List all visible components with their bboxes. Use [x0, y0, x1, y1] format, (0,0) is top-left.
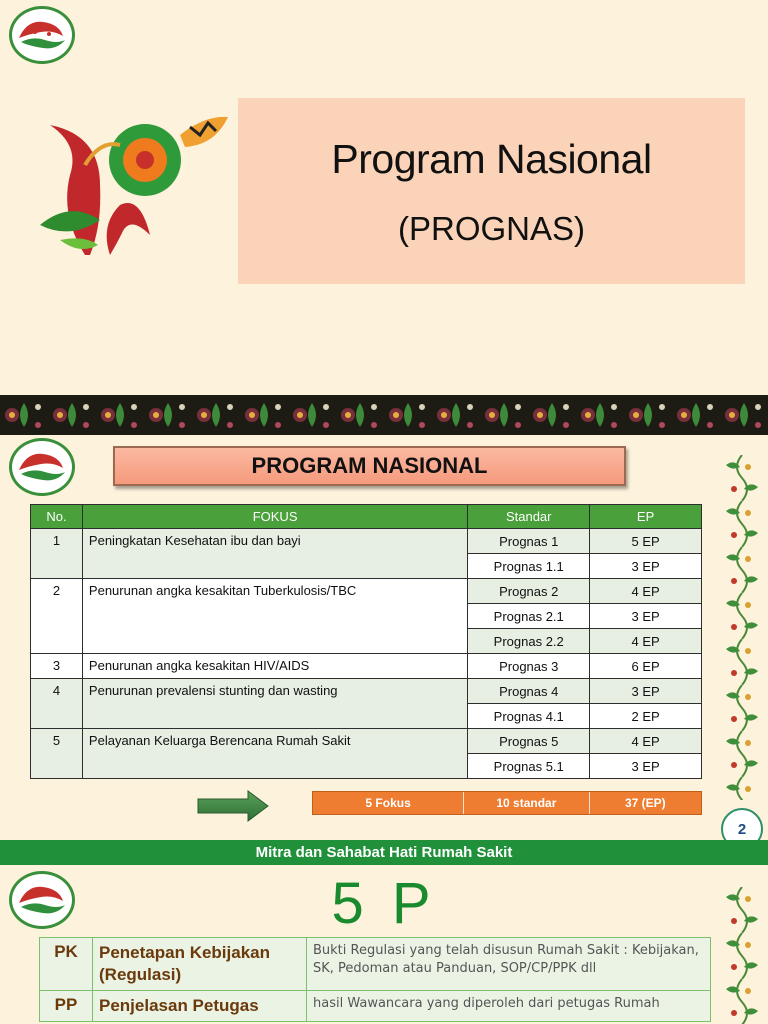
slide-title-text: Program Nasional [331, 136, 652, 182]
row-name: Penetapan Kebijakan (Regulasi) [93, 938, 307, 991]
ep-cell: 3 EP [590, 604, 702, 629]
five-p-table [39, 937, 711, 1022]
standard-cell: Prognas 5.1 [468, 754, 590, 779]
standard-cell: Prognas 1 [468, 529, 590, 554]
ep-cell: 3 EP [590, 754, 702, 779]
focus-cell: Pelayanan Keluarga Berencana Rumah Sakit [82, 729, 467, 779]
summary-fokus: 5 Fokus [313, 792, 464, 814]
batik-border-icon [0, 395, 768, 435]
summary-standar: 10 standar [464, 792, 589, 814]
table-row [40, 938, 711, 991]
table-row [31, 654, 702, 679]
row-number: 4 [31, 679, 83, 729]
table-row [31, 579, 702, 604]
prognas-table [30, 504, 702, 779]
column-header-no: No. [31, 505, 83, 529]
row-number: 2 [31, 579, 83, 654]
focus-cell: Peningkatan Kesehatan ibu dan bayi [82, 529, 467, 579]
row-description: hasil Wawancara yang diperoleh dari petugas Rumah [307, 991, 711, 1022]
standard-cell: Prognas 3 [468, 654, 590, 679]
row-code: PP [40, 991, 93, 1022]
standard-cell: Prognas 2.1 [468, 604, 590, 629]
logo-emblem-icon [9, 438, 75, 496]
table-header-row [31, 505, 702, 529]
slide-title [0, 0, 768, 395]
standard-cell: Prognas 2.2 [468, 629, 590, 654]
table-row [31, 529, 702, 554]
table-row [40, 991, 711, 1022]
section-header: PROGRAM NASIONAL [113, 446, 626, 486]
ep-cell: 5 EP [590, 529, 702, 554]
column-header-standar: Standar [468, 505, 590, 529]
summary-ep: 37 (EP) [590, 792, 701, 814]
standard-cell: Prognas 2 [468, 579, 590, 604]
standard-cell: Prognas 1.1 [468, 554, 590, 579]
row-number: 3 [31, 654, 83, 679]
ep-cell: 4 EP [590, 729, 702, 754]
row-code: PK [40, 938, 93, 991]
focus-cell: Penurunan angka kesakitan Tuberkulosis/TBC [82, 579, 467, 654]
standard-cell: Prognas 4 [468, 679, 590, 704]
five-p-title: 5 P [331, 871, 437, 936]
row-number: 1 [31, 529, 83, 579]
standard-cell: Prognas 4.1 [468, 704, 590, 729]
slide-program-table [0, 435, 768, 840]
column-header-ep: EP [590, 505, 702, 529]
row-description: Bukti Regulasi yang telah disusun Rumah Sakit : Kebijakan, SK, Pedoman atau Panduan, SOP/CP/PPK dll [307, 938, 711, 991]
summary-bar [312, 791, 702, 815]
slide-subtitle-text: (PROGNAS) [397, 210, 585, 247]
ep-cell: 4 EP [590, 579, 702, 604]
row-name: Penjelasan Petugas [93, 991, 307, 1022]
ep-cell: 2 EP [590, 704, 702, 729]
logo-emblem-icon [9, 6, 75, 64]
table-row [31, 729, 702, 754]
title-box [238, 98, 745, 284]
column-header-fokus: FOKUS [82, 505, 467, 529]
vine-ornament-icon [718, 887, 766, 1024]
ep-cell: 6 EP [590, 654, 702, 679]
ep-cell: 3 EP [590, 679, 702, 704]
table-row [31, 679, 702, 704]
row-number: 5 [31, 729, 83, 779]
right-arrow-icon [196, 789, 270, 823]
ep-cell: 4 EP [590, 629, 702, 654]
footer-banner: Mitra dan Sahabat Hati Rumah Sakit [0, 840, 768, 865]
slide-5p [0, 865, 768, 1024]
flower-ornament-icon [30, 105, 230, 260]
vine-ornament-icon [718, 455, 766, 800]
focus-cell: Penurunan prevalensi stunting dan wasting [82, 679, 467, 729]
focus-cell: Penurunan angka kesakitan HIV/AIDS [82, 654, 467, 679]
page-number-badge: 2 [721, 808, 763, 850]
standard-cell: Prognas 5 [468, 729, 590, 754]
ep-cell: 3 EP [590, 554, 702, 579]
